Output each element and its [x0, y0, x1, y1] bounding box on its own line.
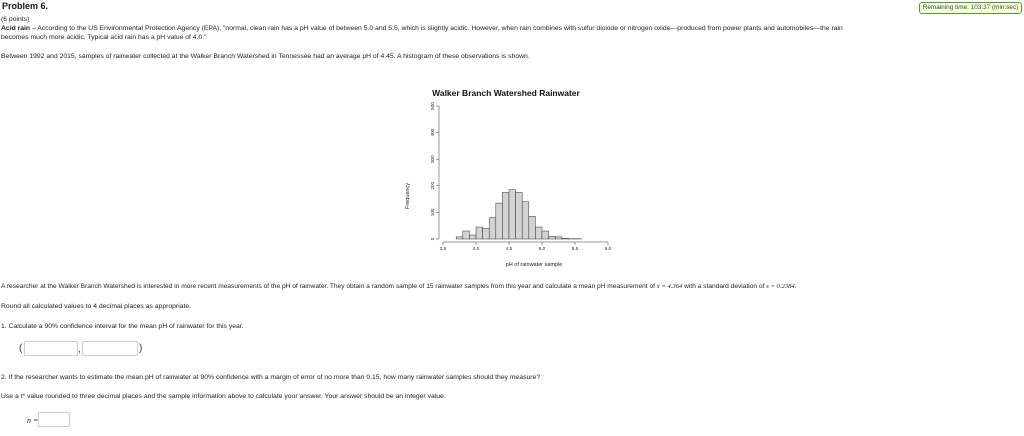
- x-tick-label: 5.5: [571, 246, 579, 251]
- y-tick-label: 100: [430, 208, 435, 217]
- interval-open-paren: (: [19, 343, 23, 354]
- histogram-bars: [456, 190, 581, 239]
- x-tick-label: 3.5: [439, 246, 447, 251]
- y-axis-label: Frequency: [405, 183, 411, 209]
- problem-points: (6 points): [1, 16, 30, 23]
- y-tick-label: 300: [430, 155, 435, 164]
- rounding-instruction: Round all calculated values to 4 decimal places as appropriate.: [1, 303, 192, 310]
- histogram-bar: [555, 237, 562, 239]
- interval-comma: ,: [78, 344, 81, 355]
- x-axis-label: pH of rainwater sample: [505, 262, 563, 268]
- x-tick-label: 4.0: [472, 246, 480, 251]
- histogram-bar: [469, 235, 476, 239]
- histogram-bar: [509, 190, 516, 239]
- question-2: 2. If the researcher wants to estimate the mean pH of rainwater at 90% confidence with a margin of error of no more than 0.15, how many rainwater samples should they measure?: [1, 374, 541, 381]
- interval-close-paren: ): [139, 343, 143, 354]
- histogram-bar: [549, 236, 556, 239]
- topic-label: Acid rain: [1, 25, 31, 32]
- histogram-bar: [476, 227, 483, 239]
- question-1: 1. Calculate a 90% confidence interval for the mean pH of rainwater for this year.: [1, 323, 244, 330]
- histogram-bar: [496, 203, 503, 239]
- ci-upper-input[interactable]: [82, 341, 138, 356]
- y-tick-label: 400: [430, 128, 435, 137]
- researcher-text-mid: with a standard deviation of: [682, 283, 767, 290]
- intro-paragraph: [1, 25, 843, 32]
- n-label: n =: [27, 416, 39, 425]
- histogram-bar: [502, 192, 509, 239]
- histogram-bar: [456, 237, 463, 239]
- sample-size-input[interactable]: [38, 412, 70, 427]
- x-tick-label: 4.5: [505, 246, 513, 251]
- question-2-note: Use a t* value rounded to three decimal places and the sample information above to calculate your answer. Your answer should be an integer value.: [1, 393, 446, 400]
- histogram-bar: [489, 218, 496, 239]
- x-tick-label: 6.0: [604, 246, 612, 251]
- ci-lower-input[interactable]: [24, 341, 78, 356]
- remaining-time-badge: Remaining time: 103:37 (min:sec): [919, 2, 1022, 14]
- intro-text-2: becomes much more acidic. Typical acid rain has a pH value of 4.0.": [1, 34, 207, 41]
- histogram-bar: [542, 231, 549, 239]
- y-tick-label: 200: [430, 181, 435, 190]
- xbar-value: x̄ = 4.364: [656, 283, 683, 290]
- histogram-bar: [463, 231, 470, 239]
- histogram-bar: [522, 202, 529, 239]
- histogram-bar: [529, 216, 536, 239]
- histogram-bar: [535, 227, 542, 239]
- researcher-paragraph: [1, 283, 796, 290]
- y-tick-label: 0: [430, 237, 435, 241]
- problem-title: Problem 6.: [2, 1, 49, 11]
- context-paragraph: Between 1992 and 2015, samples of rainwater collected at the Walker Branch Watershed in Tennessee had an average pH of 4.45. A histogram of these observations is shown.: [1, 53, 530, 60]
- x-tick-label: 5.0: [538, 246, 546, 251]
- intro-text-1: – According to the US Environmental Protection Agency (EPA), "normal, clean rain has a pH value of between 5.0 and 5.5, which is slightly acidic. However, when rain combines with sulfur dioxide or nitrogen oxide—produced from power plants and automobiles—the rain: [30, 25, 843, 32]
- histogram-chart: [398, 84, 624, 274]
- researcher-text: A researcher at the Walker Branch Watershed is interested in more recent measurements of the pH of rainwater. They obtain a random sample of 15 rainwater samples from this year and calculate a mean pH measurement of: [1, 283, 657, 290]
- histogram-bar: [516, 192, 523, 239]
- histogram-bar: [483, 228, 490, 239]
- y-tick-label: 500: [430, 102, 435, 110]
- histogram-bar: [562, 238, 569, 239]
- chart-title: Walker Branch Watershed Rainwater: [432, 88, 580, 98]
- s-value: s = 0.2384.: [766, 283, 797, 290]
